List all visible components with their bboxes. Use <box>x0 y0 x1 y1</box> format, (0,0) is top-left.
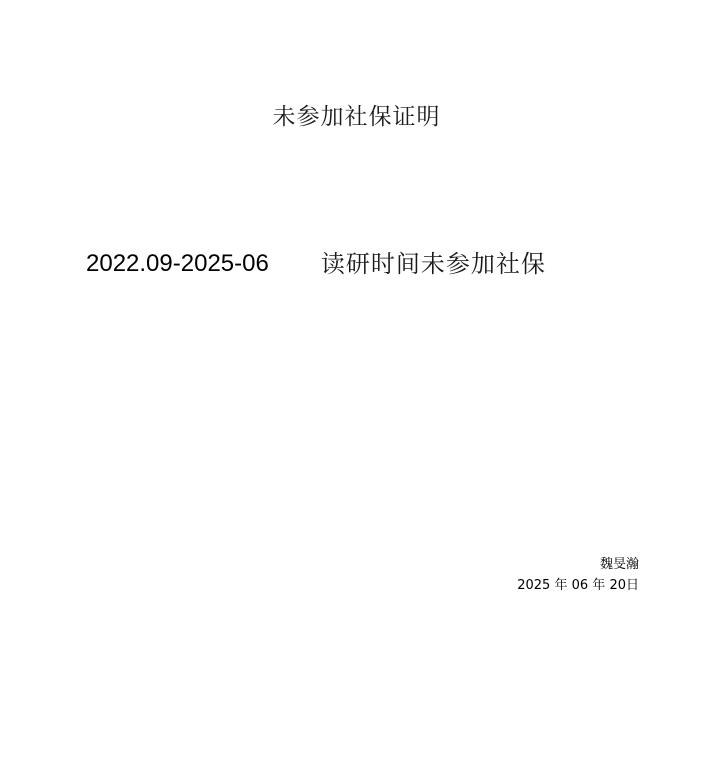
period-statement-line <box>86 246 546 282</box>
date-month: 06 <box>571 578 589 593</box>
period-range: 2022.09-2025-06 <box>86 250 269 278</box>
date-month-char: 年 <box>592 578 606 593</box>
date-year-char: 年 <box>554 578 568 593</box>
document-title: 未参加社保证明 <box>272 104 441 130</box>
date-day-char: 日 <box>625 578 639 593</box>
signature-date <box>517 576 639 596</box>
signer-name: 魏旻瀚 <box>599 557 639 572</box>
statement-text: 读研时间未参加社保 <box>320 250 546 279</box>
date-year: 2025 <box>517 578 551 593</box>
date-day: 20 <box>609 578 626 593</box>
